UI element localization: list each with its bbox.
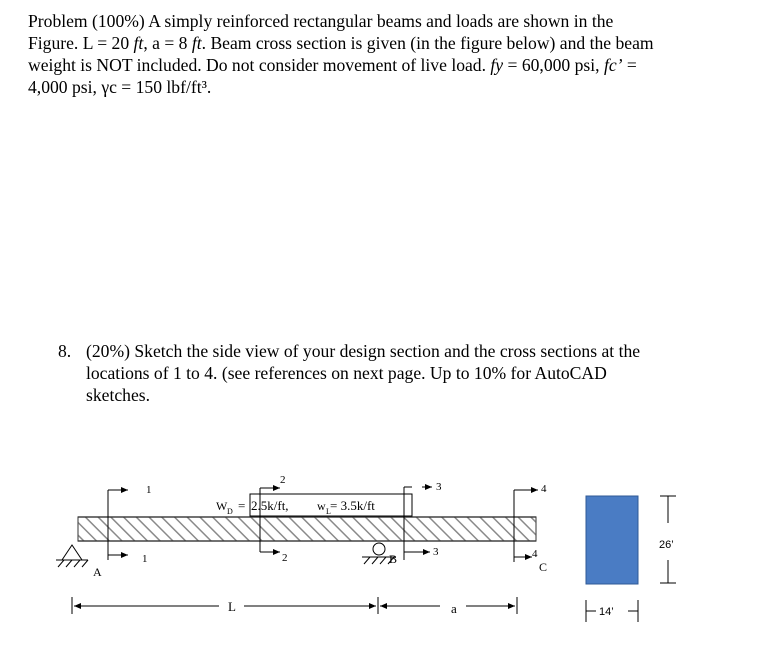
svg-text:2.5k/ft,: 2.5k/ft, bbox=[251, 498, 289, 513]
end-c-label: C bbox=[539, 560, 548, 574]
section-label-1-top: 1 bbox=[146, 484, 152, 496]
section-label-3-top: 3 bbox=[436, 481, 442, 493]
dimension-l-label: L bbox=[228, 599, 236, 614]
svg-text:= 3.5k/ft: = 3.5k/ft bbox=[330, 498, 375, 513]
dimension-a-label: a bbox=[451, 601, 457, 616]
dimension-l bbox=[72, 597, 378, 614]
question-number: 8. bbox=[58, 341, 72, 361]
beam bbox=[78, 517, 536, 541]
section-label-2-bottom: 2 bbox=[282, 552, 288, 564]
svg-text:L: L bbox=[326, 507, 331, 516]
beam-cross-section bbox=[586, 496, 638, 584]
height-label: 26’ bbox=[659, 539, 674, 551]
support-a-pin bbox=[56, 545, 88, 567]
width-label: 14’ bbox=[599, 606, 614, 618]
support-b-label: B bbox=[389, 552, 398, 566]
question-line-3: sketches. bbox=[86, 385, 151, 405]
problem-line-3: weight is NOT included. Do not consider movement of live load. fy = 60,000 psi, fc’ = bbox=[28, 55, 637, 75]
section-label-3-bottom: 3 bbox=[433, 546, 439, 558]
svg-text:=: = bbox=[238, 498, 246, 513]
dimension-a bbox=[380, 597, 517, 614]
problem-line-4: 4,000 psi, γc = 150 lbf/ft³. bbox=[28, 77, 212, 97]
section-label-4-top: 4 bbox=[541, 483, 547, 495]
svg-text:w: w bbox=[317, 499, 326, 513]
svg-text:D: D bbox=[227, 507, 233, 516]
question-line-2: locations of 1 to 4. (see references on next page. Up to 10% for AutoCAD bbox=[86, 363, 607, 383]
problem-line-2: Figure. L = 20 ft, a = 8 ft. Beam cross section is given (in the figure below) and the beam bbox=[28, 33, 654, 53]
support-a-label: A bbox=[93, 565, 102, 579]
question-line-1: (20%) Sketch the side view of your design section and the cross sections at the bbox=[86, 341, 641, 361]
problem-line-1: Problem (100%) A simply reinforced rectangular beams and loads are shown in the bbox=[28, 11, 614, 31]
svg-text:W: W bbox=[216, 499, 228, 513]
section-label-4-bottom: 4 bbox=[532, 548, 538, 560]
section-label-1-bottom: 1 bbox=[142, 553, 148, 565]
section-label-2-top: 2 bbox=[280, 474, 286, 486]
